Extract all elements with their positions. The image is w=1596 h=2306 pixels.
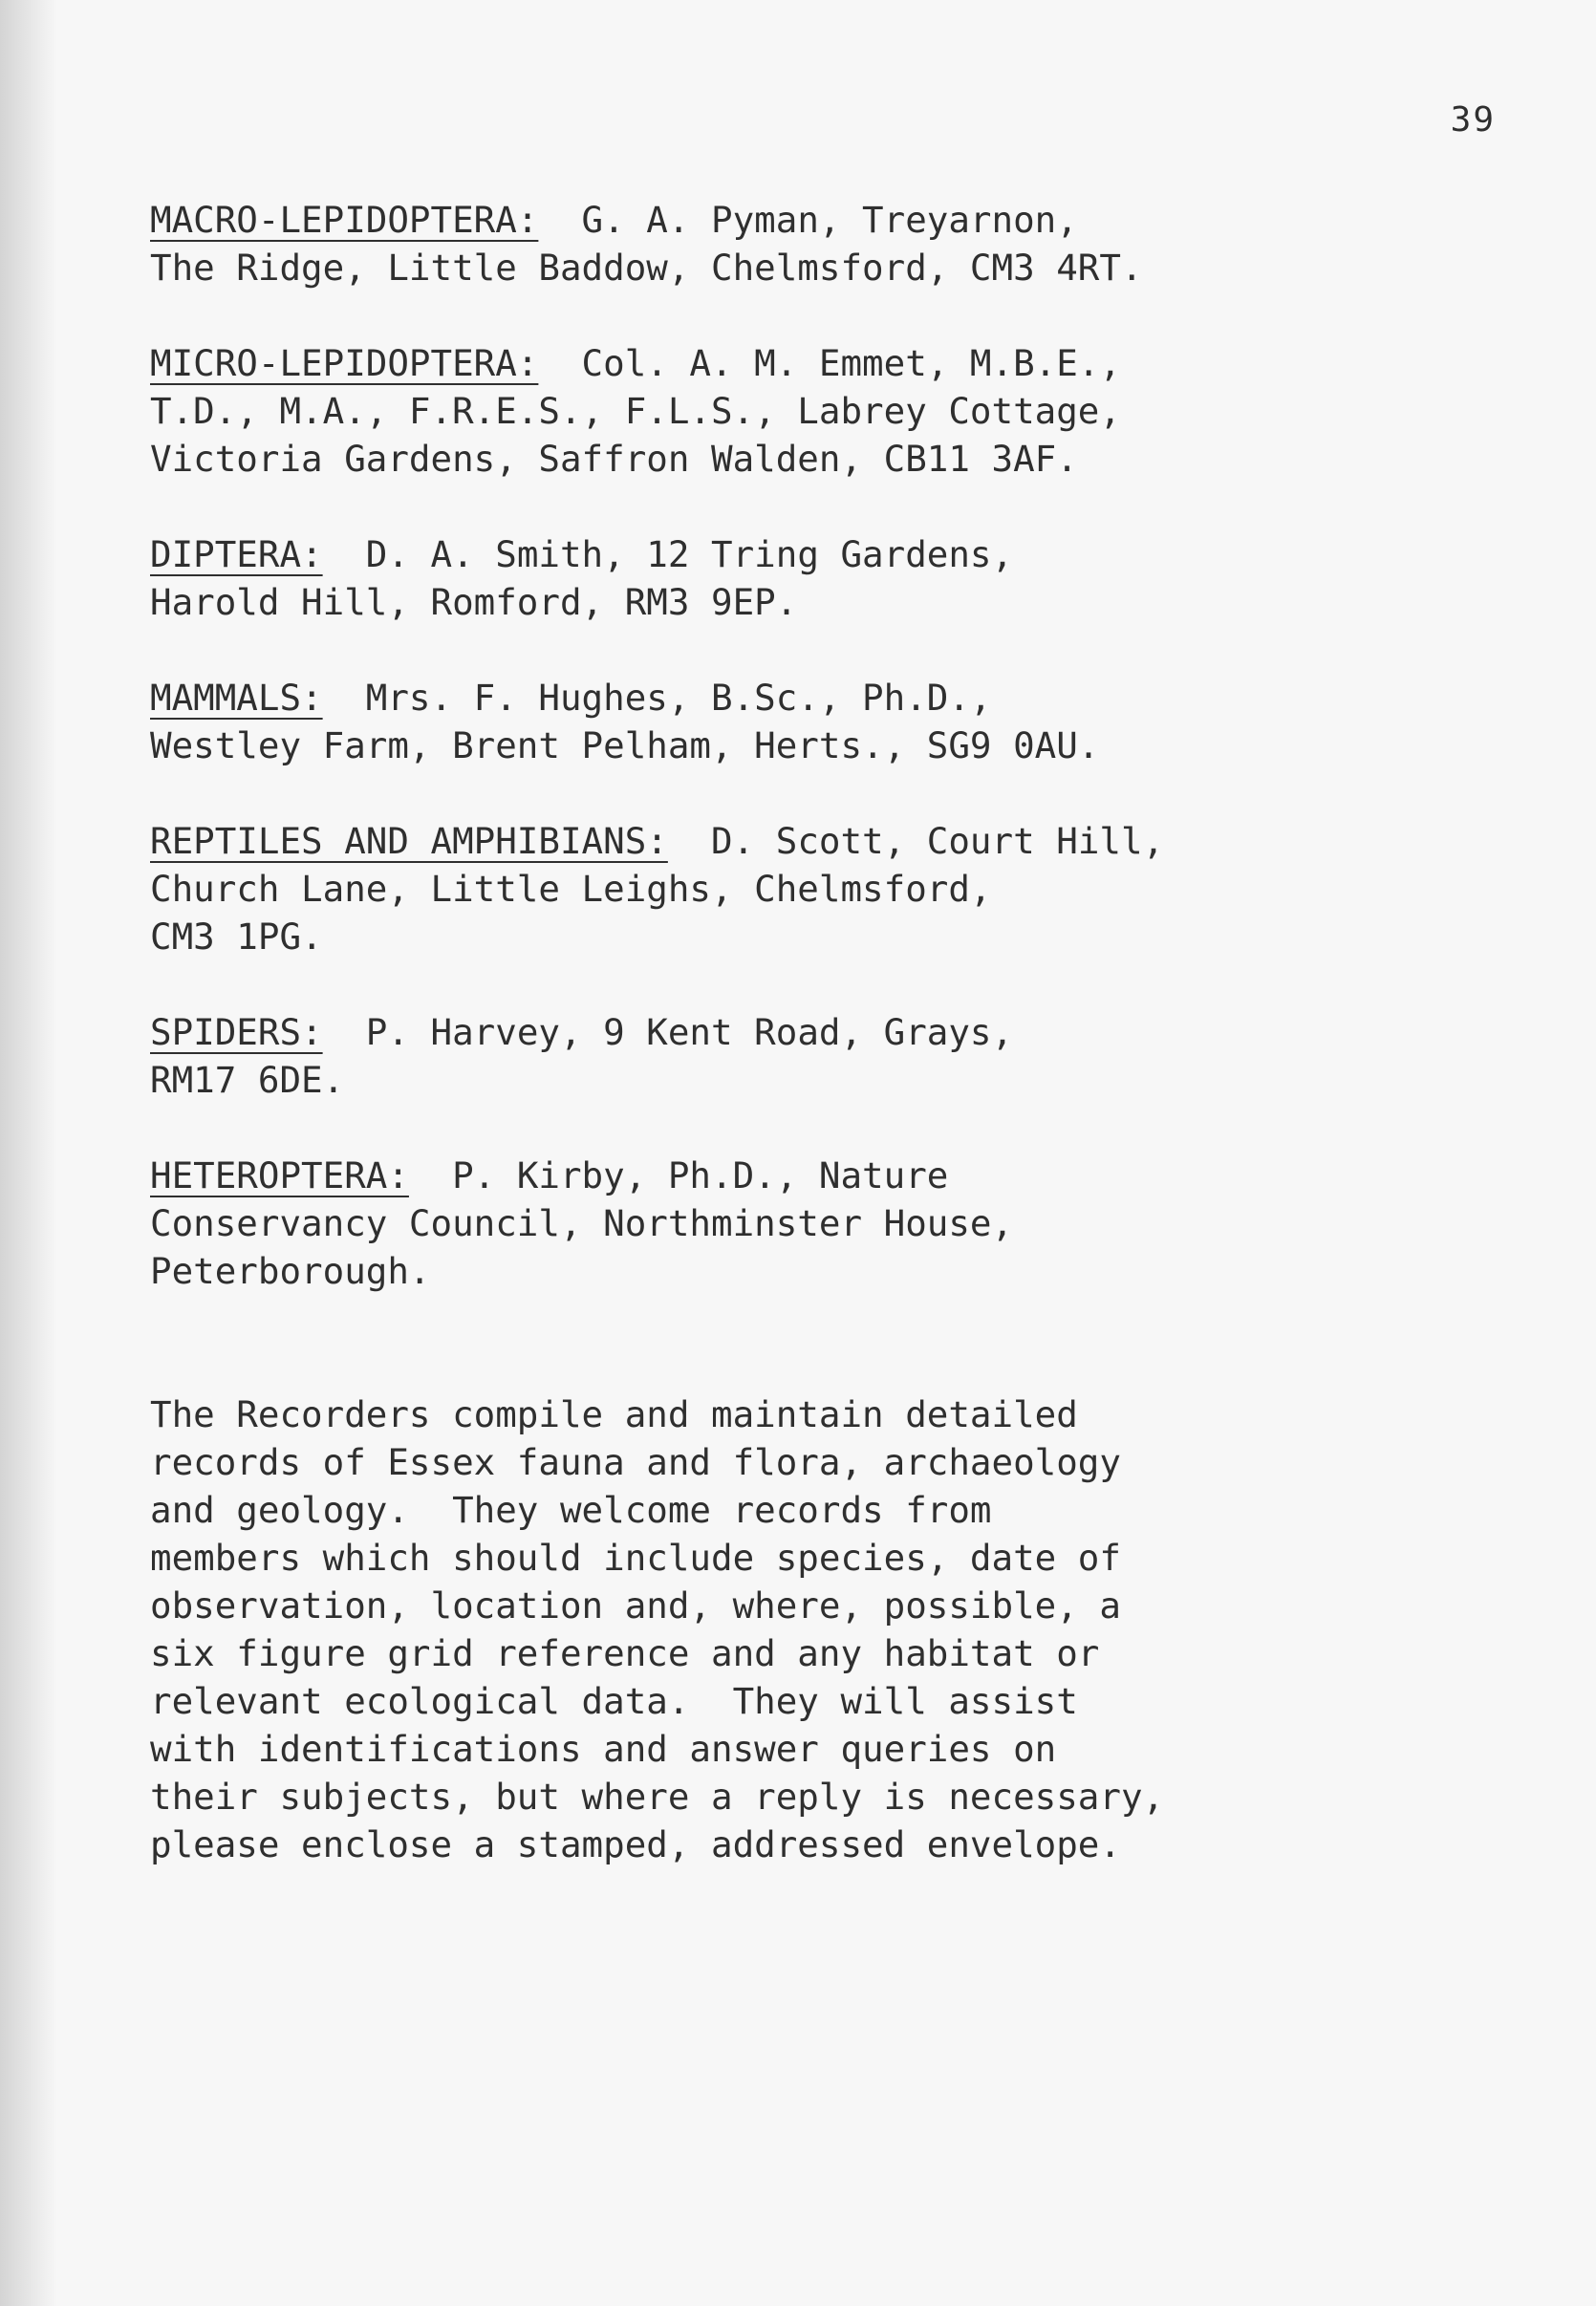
recorder-entry-micro-lepidoptera <box>150 339 1507 483</box>
recorder-entry-reptiles-amphibians <box>150 817 1507 960</box>
recorder-category-label: MAMMALS: <box>150 677 323 719</box>
recorder-category-label: MACRO-LEPIDOPTERA: <box>150 199 539 241</box>
recorder-category-label: SPIDERS: <box>150 1011 323 1053</box>
recorder-name: G. A. Pyman, Treyarnon, <box>538 199 1078 241</box>
recorder-name: D. Scott, Court Hill, <box>667 820 1165 862</box>
recorder-entry-diptera <box>150 530 1507 626</box>
recorder-address: Conservancy Council, Northminster House, Peterborough. <box>150 1202 1014 1292</box>
recorder-entry-macro-lepidoptera <box>150 196 1507 291</box>
recorder-address: Westley Farm, Brent Pelham, Herts., SG9 0AU. <box>150 724 1100 766</box>
recorder-address: T.D., M.A., F.R.E.S., F.L.S., Labrey Cottage, Victoria Gardens, Saffron Walden, CB11 3AF. <box>150 390 1121 480</box>
recorder-name: Col. A. M. Emmet, M.B.E., <box>538 342 1121 384</box>
recorder-entry-mammals <box>150 674 1507 769</box>
recorder-name: D. A. Smith, 12 Tring Gardens, <box>322 533 1014 575</box>
recorder-name: P. Harvey, 9 Kent Road, Grays, <box>322 1011 1014 1053</box>
page-number: 39 <box>1450 100 1496 140</box>
recorders-list <box>150 196 1507 1343</box>
recorder-category-label: DIPTERA: <box>150 533 323 575</box>
recorder-address: The Ridge, Little Baddow, Chelmsford, CM3 4RT. <box>150 247 1143 289</box>
recorder-entry-spiders <box>150 1008 1507 1104</box>
recorder-address: Church Lane, Little Leighs, Chelmsford, CM3 1PG. <box>150 868 992 958</box>
recorder-address: RM17 6DE. <box>150 1059 345 1101</box>
recorders-info-paragraph: The Recorders compile and maintain detailed records of Essex fauna and flora, archaeology and geology. They welcome records from members which should include species, date of observation, location and, where, possible, a six figure grid reference and any habitat or relevant ecological data. They will assist with identifications and answer queries on their subjects, but where a reply is necessary, please enclose a stamped, addressed envelope. <box>150 1393 1165 1865</box>
recorder-entry-heteroptera <box>150 1152 1507 1295</box>
recorder-category-label: MICRO-LEPIDOPTERA: <box>150 342 539 384</box>
recorder-category-label: REPTILES AND AMPHIBIANS: <box>150 820 668 862</box>
page-edge-shadow <box>0 0 57 2306</box>
recorder-address: Harold Hill, Romford, RM3 9EP. <box>150 581 798 623</box>
recorder-name: Mrs. F. Hughes, B.Sc., Ph.D., <box>322 677 992 719</box>
recorder-name: P. Kirby, Ph.D., Nature <box>408 1154 949 1196</box>
recorder-category-label: HETEROPTERA: <box>150 1154 409 1196</box>
